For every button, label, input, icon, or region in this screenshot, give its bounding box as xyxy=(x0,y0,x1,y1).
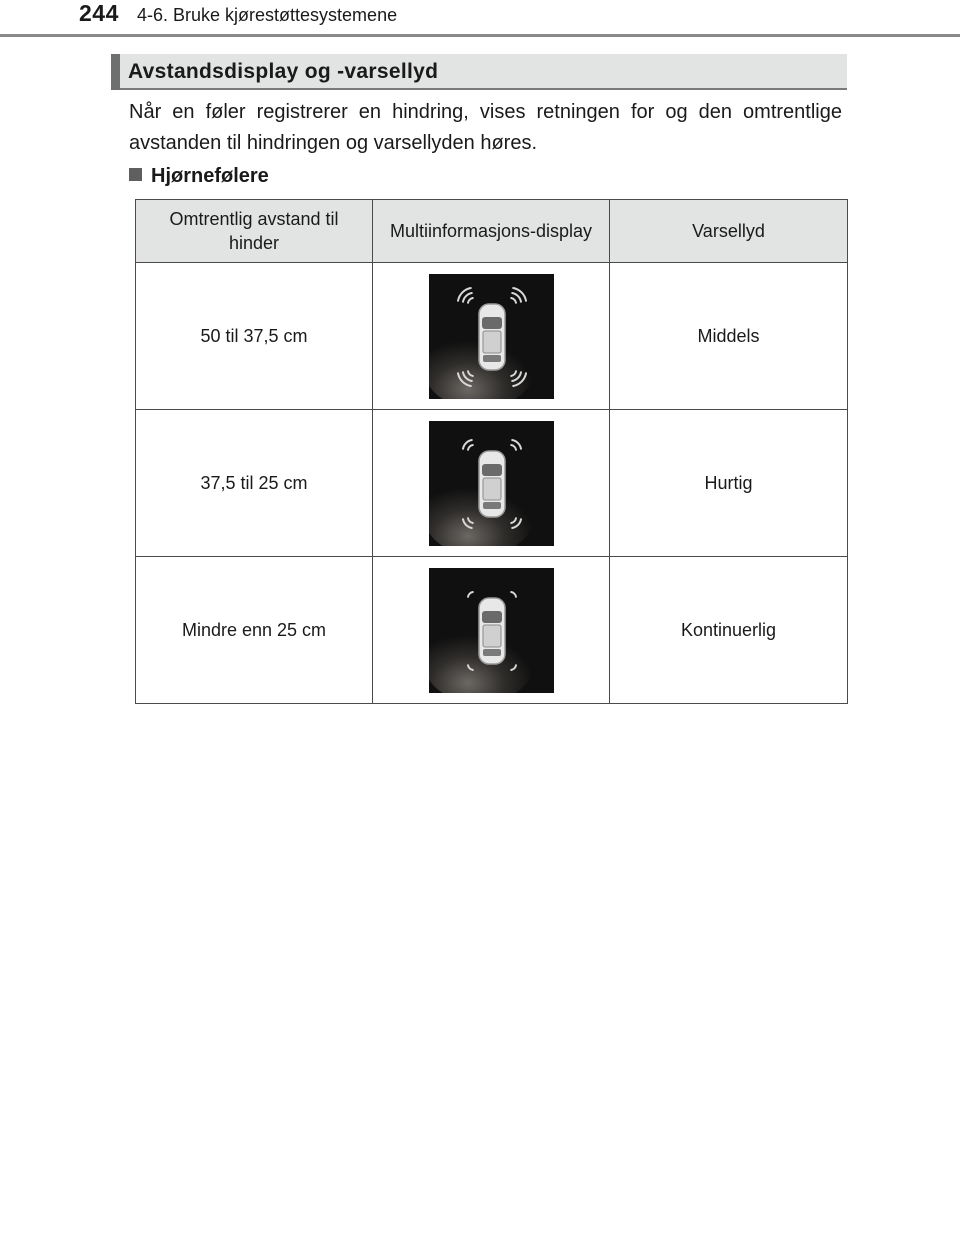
cell-sound: Kontinuerlig xyxy=(610,557,848,704)
cell-distance: 37,5 til 25 cm xyxy=(136,410,373,557)
car-sensor-display-icon xyxy=(429,568,554,693)
header-distance: Omtrentlig avstand til hinder xyxy=(136,200,373,263)
distance-table xyxy=(135,199,848,704)
car-sensor-display-icon xyxy=(429,274,554,399)
header-sound: Varsellyd xyxy=(610,200,848,263)
cell-display xyxy=(373,263,610,410)
cell-sound: Middels xyxy=(610,263,848,410)
cell-display xyxy=(373,557,610,704)
cell-distance: 50 til 37,5 cm xyxy=(136,263,373,410)
page-header xyxy=(0,0,960,40)
sub-heading xyxy=(129,165,269,188)
car-sensor-display-icon xyxy=(429,421,554,546)
section-bar xyxy=(111,54,120,90)
sub-heading-label: Hjørnefølere xyxy=(151,165,269,187)
table-row xyxy=(136,557,848,704)
section-heading xyxy=(111,54,847,90)
intro-paragraph: Når en føler registrerer en hindring, vises retningen for og den omtrentlige avstanden til hindringen og varsellyden høres. xyxy=(129,101,842,154)
section-title: Avstandsdisplay og -varsellyd xyxy=(128,60,439,83)
page-number: 244 xyxy=(79,0,119,26)
header-display: Multiinformasjons-display xyxy=(373,200,610,263)
cell-distance: Mindre enn 25 cm xyxy=(136,557,373,704)
square-bullet-icon xyxy=(129,168,142,181)
table-header-row xyxy=(136,200,848,263)
chapter-title: 4-6. Bruke kjørestøttesystemene xyxy=(137,5,398,25)
table-row xyxy=(136,410,848,557)
table-row xyxy=(136,263,848,410)
cell-sound: Hurtig xyxy=(610,410,848,557)
cell-display xyxy=(373,410,610,557)
header-rule xyxy=(0,34,960,37)
